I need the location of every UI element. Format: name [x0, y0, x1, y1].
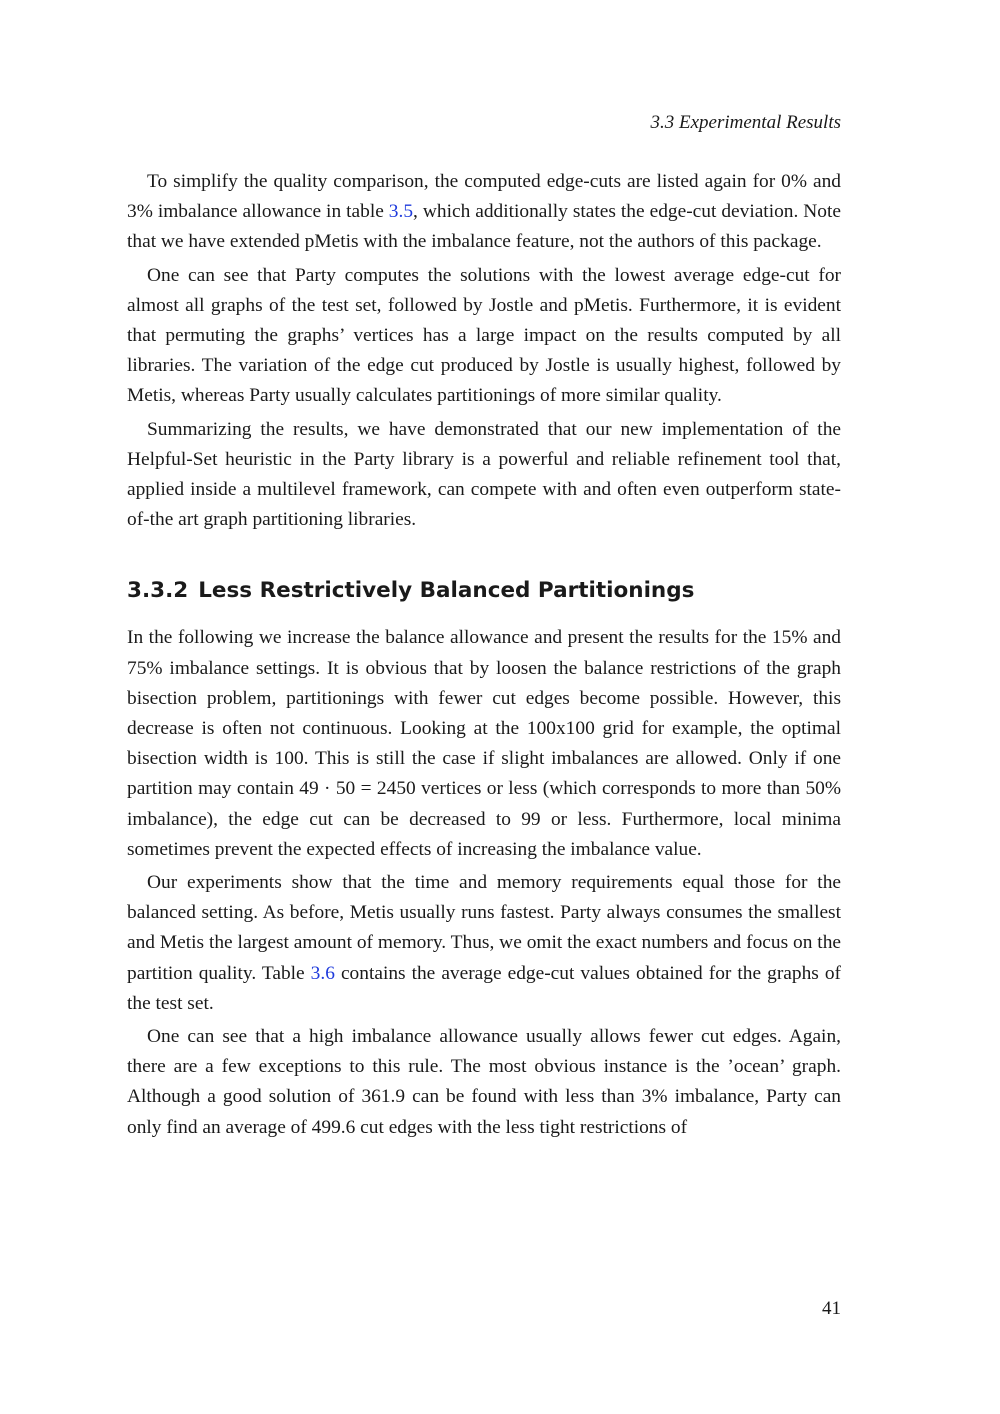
- section-heading: [127, 576, 841, 606]
- paragraph-text: To simplify the quality comparison, the computed edge-cuts are listed again for 0% and 3% imbalance allowance in table: [127, 171, 841, 223]
- paragraph-text: Our experiments show that the time and memory requirements equal those for the balanced setting. As before, Metis usually runs fastest. Party always consumes the smallest and Metis the largest amount of memory. Thus, we omit the exact numbers and focus on the partition quality. Table: [127, 872, 841, 984]
- page-number: 41: [822, 1298, 841, 1319]
- paragraph-summary: Summarizing the results, we have demonstrated that our new implementation of the Helpful-Set heuristic in the Party library is a powerful and reliable refinement tool that, applied inside a multilevel framework, can compete with and often even outperform state-of-the art graph partitioning libraries.: [127, 418, 841, 531]
- paragraph-balance-allowance: In the following we increase the balance allowance and present the results for the 15% and 75% imbalance settings. It is obvious that by loosen the balance restrictions of the graph bisection problem, partitionings with fewer cut edges become possible. However, this decrease is often not continuous. Looking at the 100x100 grid for example, the optimal bisection width is 100. This is still the case if slight imbalances are allowed. Only if one partition may contain 49 · 50 = 2450 vertices or less (which corresponds to more than 50% imbalance), the edge cut can be decreased to 99 or less. Furthermore, local minima sometimes prevent the expected effects of increasing the imbalance value.: [127, 627, 841, 860]
- paragraph-text: , which additionally states the edge-cut deviation. Note that we have extended pMetis with the imbalance feature, not the authors of this package.: [127, 201, 841, 253]
- paragraph-party-results: One can see that Party computes the solutions with the lowest average edge-cut for almost all graphs of the test set, followed by Jostle and pMetis. Furthermore, it is evident that permuting the graphs’ vertices has a large impact on the results computed by all libraries. The variation of the edge cut produced by Jostle is usually highest, followed by Metis, whereas Party usually calculates partitionings of more similar quality.: [127, 264, 841, 407]
- paragraph-quality-comparison: [127, 167, 841, 258]
- paragraph-imbalance-exceptions: One can see that a high imbalance allowance usually allows fewer cut edges. Again, there are a few exceptions to this rule. The most obvious instance is the ’ocean’ graph. Although a good solution of 361.9 can be found with less than 3% imbalance, Party can only find an average of 499.6 cut edges with the less tight restrictions of: [127, 1026, 841, 1138]
- table-ref-link[interactable]: 3.5: [388, 201, 414, 223]
- page-body: [127, 167, 841, 1146]
- running-header: 3.3 Experimental Results: [650, 112, 841, 133]
- table-ref-link[interactable]: 3.6: [310, 962, 335, 984]
- section-title: Less Restrictively Balanced Partitionings: [198, 578, 695, 604]
- section-number: 3.3.2: [127, 578, 189, 604]
- paragraph-experiments: [127, 868, 841, 1019]
- paragraph-text: contains the average edge-cut values obtained for the graphs of the test set.: [127, 962, 841, 1014]
